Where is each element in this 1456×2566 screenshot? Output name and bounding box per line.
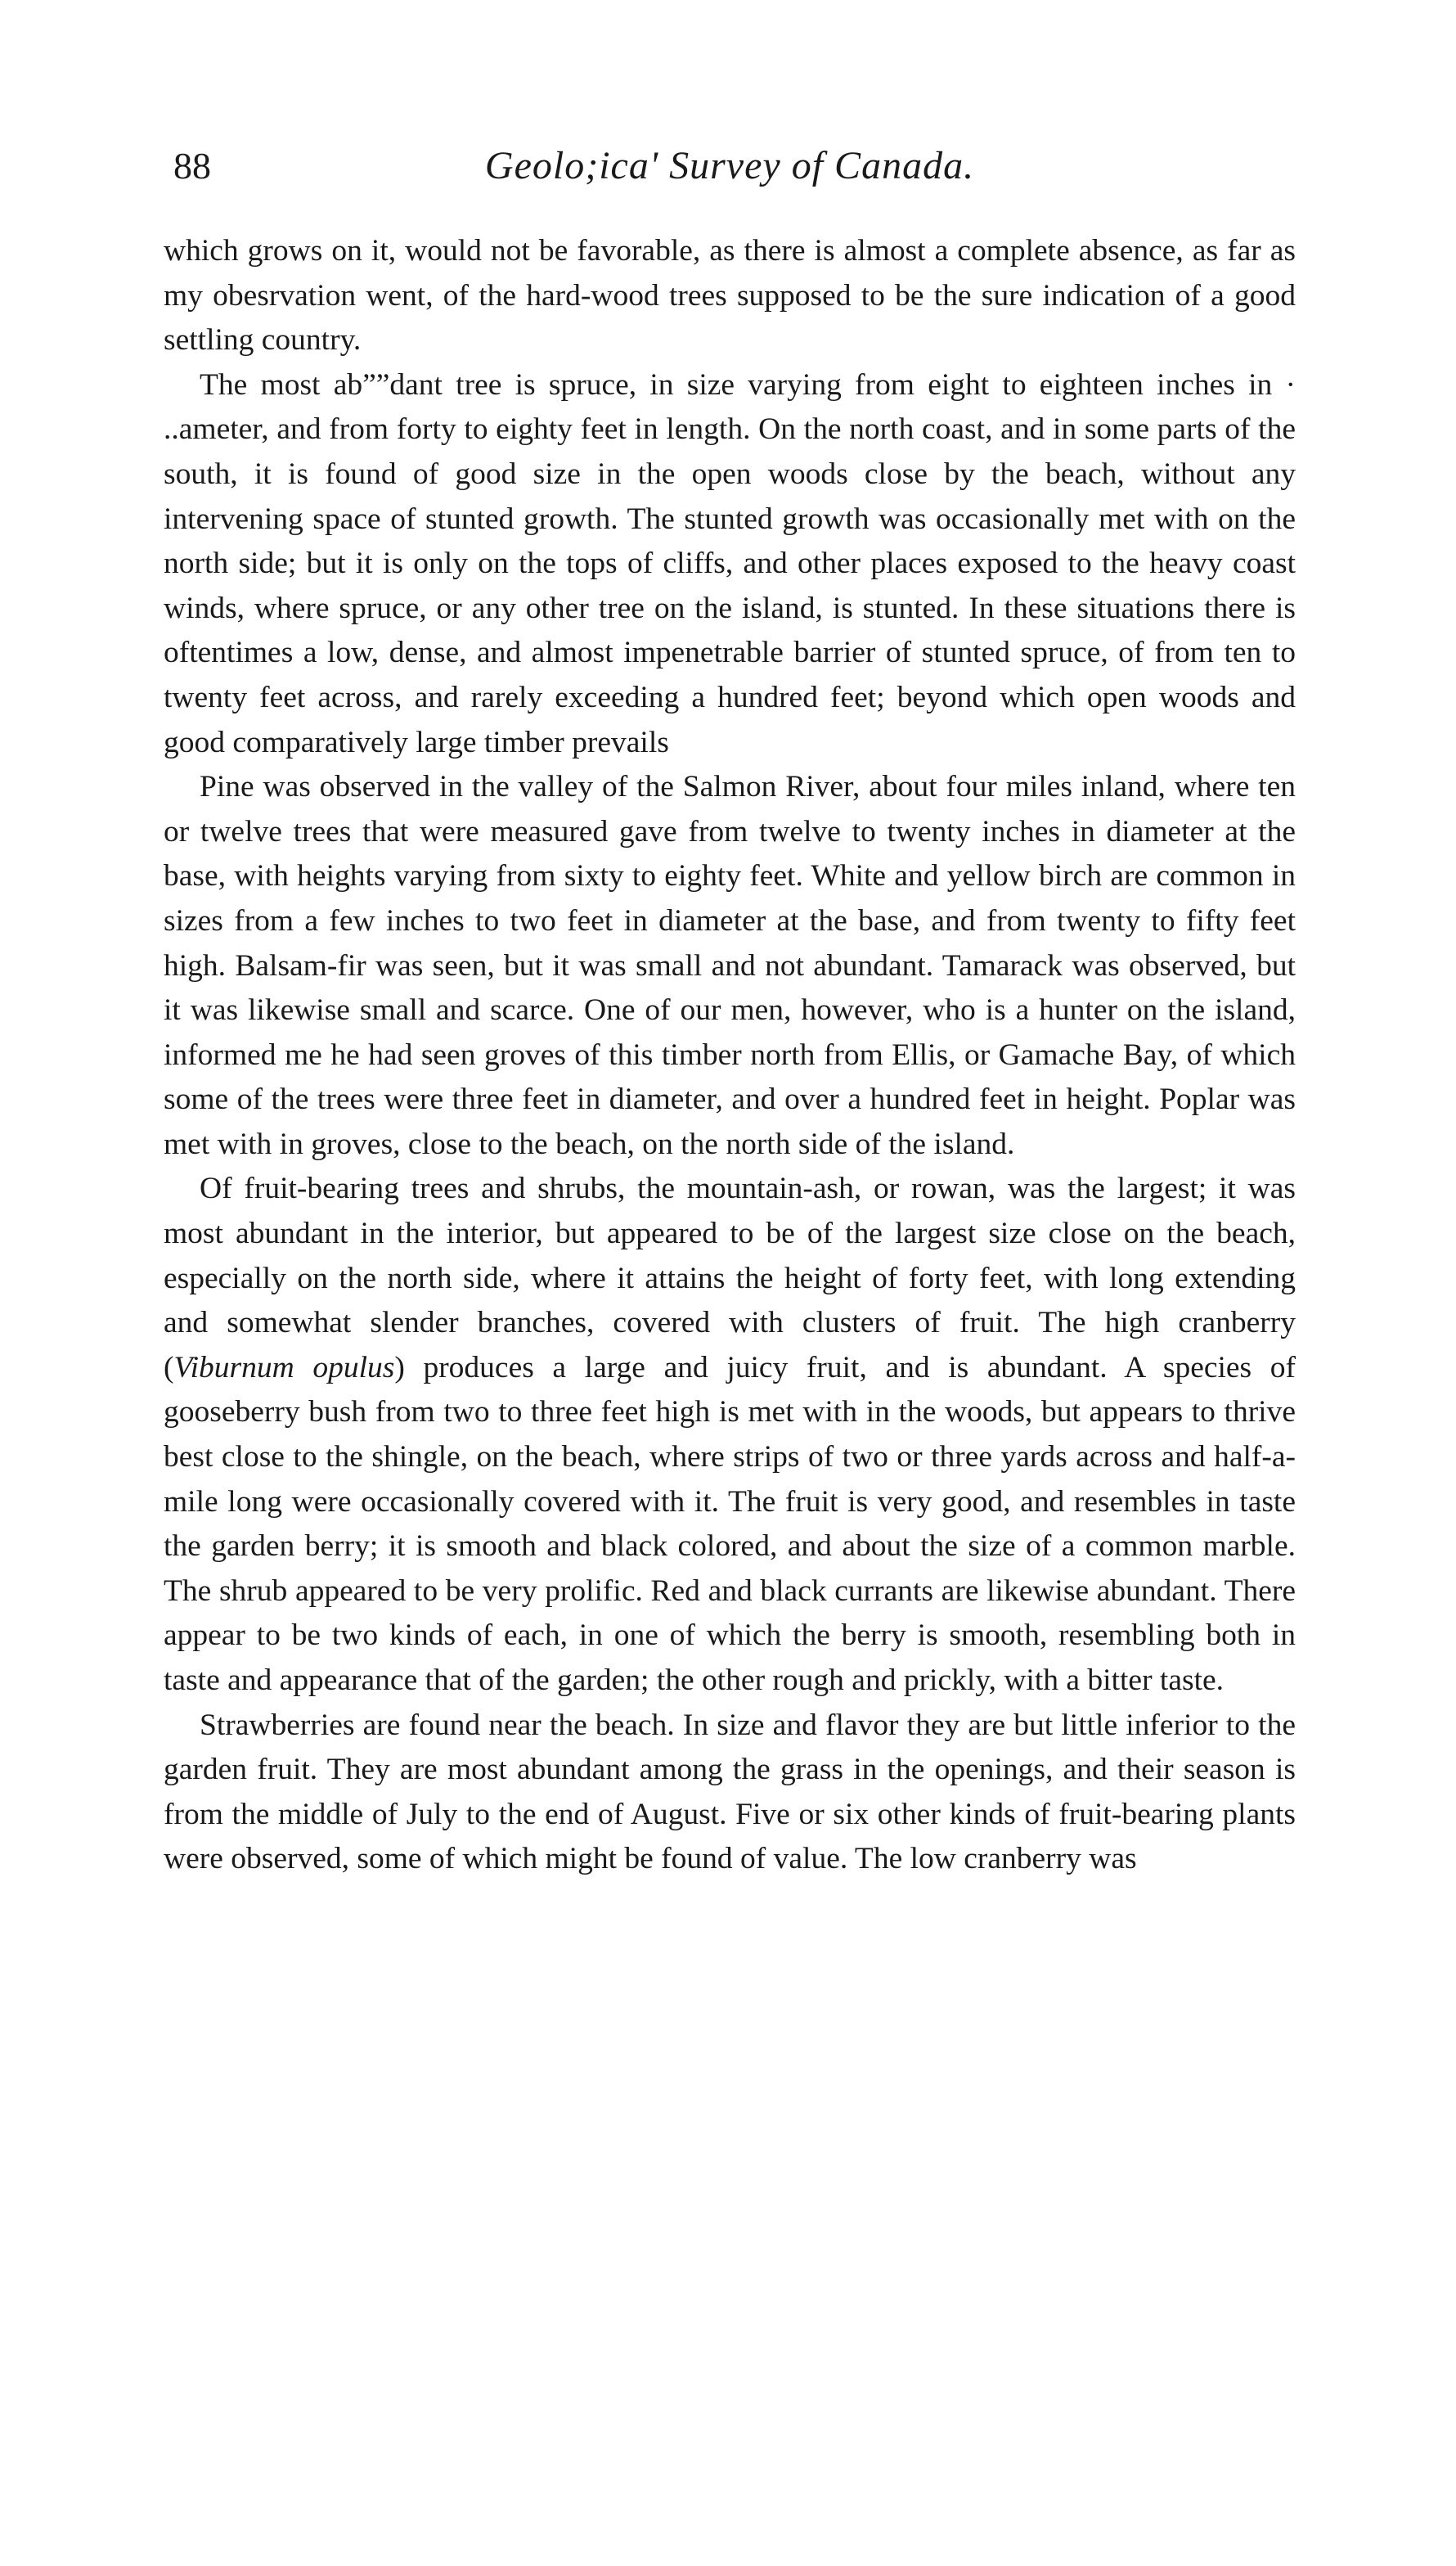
body-text xyxy=(164,229,1296,1882)
paragraph-text: Of fruit-bearing trees and shrubs, the mountain-ash, or rowan, was the largest; it was most abundant in the interior, but appeared to be of the largest size close on the beach, especially on the north side, where it attains the height of forty feet, with long extending and somewhat slender branches, covered with clusters of fruit. The high cranberry ( xyxy=(164,1172,1296,1384)
paragraph-continued xyxy=(164,229,1296,363)
paragraph-spruce xyxy=(164,363,1296,765)
paragraph-fruit-bearing xyxy=(164,1167,1296,1703)
paragraph-text: The most ab””dant tree is spruce, in size varying from eight to eighteen inches in · ..ameter, and from forty to eighty feet in length. On the north coast, and in some parts of the south, it is found of good size in the open woods close by the beach, without any intervening space of stunted growth. The stunted growth was occasionally met with on the north side; but it is only on the tops of cliffs, and other places exposed to the heavy coast winds, where spruce, or any other tree on the island, is stunted. In these situations there is oftentimes a low, dense, and almost impenetrable barrier of stunted spruce, of from ten to twenty feet across, and rarely exceeding a hundred feet; beyond which open woods and good comparatively large timber prevails xyxy=(164,367,1296,759)
running-title: Geolo;ica' Survey of Canada. xyxy=(484,144,975,187)
page-header xyxy=(164,137,1296,195)
paragraph-text: Pine was observed in the valley of the Salmon River, about four miles inland, where ten or twelve trees that were measured gave from twelve to twenty inches in diameter at the base, with heights varying from sixty to eighty feet. White and yellow birch are common in sizes from a few inches to two feet in diameter at the base, and from twenty to fifty feet high. Balsam-fir was seen, but it was small and not abundant. Tamarack was observed, but it was likewise small and scarce. One of our men, however, who is a hunter on the island, informed me he had seen groves of this timber north from Ellis, or Gamache Bay, of which some of the trees were three feet in diameter, and over a hundred feet in height. Poplar was met with in groves, close to the beach, on the north side of the island. xyxy=(164,770,1296,1161)
paragraph-strawberries xyxy=(164,1704,1296,1882)
page-number: 88 xyxy=(173,145,211,187)
paragraph-text: Strawberries are found near the beach. In size and flavor they are but little inferior to the garden fruit. They are most abundant among the grass in the openings, and their season is from the middle of July to the end of August. Five or six other kinds of fruit-bearing plants were observed, some of which might be found of value. The low cranberry was xyxy=(164,1708,1296,1876)
paragraph-text: ) produces a large and juicy fruit, and is abundant. A species of gooseberry bush from two to three feet high is met with in the woods, but appears to thrive best close to the shingle, on the beach, where strips of two or three yards across and half-a-mile long were occasionally covered with it. The fruit is very good, and resembles in taste the garden berry; it is smooth and black colored, and about the size of a common marble. The shrub appeared to be very prolific. Red and black currants are likewise abundant. There appear to be two kinds of each, in one of which the berry is smooth, resembling both in taste and appearance that of the garden; the other rough and prickly, with a bitter taste. xyxy=(164,1350,1296,1697)
paragraph-pine xyxy=(164,765,1296,1167)
paragraph-text: which grows on it, would not be favorable, as there is almost a complete absence, as far as my obesrvation went, of the hard-wood trees supposed to be the sure indication of a good settling country. xyxy=(164,234,1296,358)
book-page xyxy=(164,137,1296,1882)
species-name: Viburnum opulus xyxy=(173,1350,395,1384)
